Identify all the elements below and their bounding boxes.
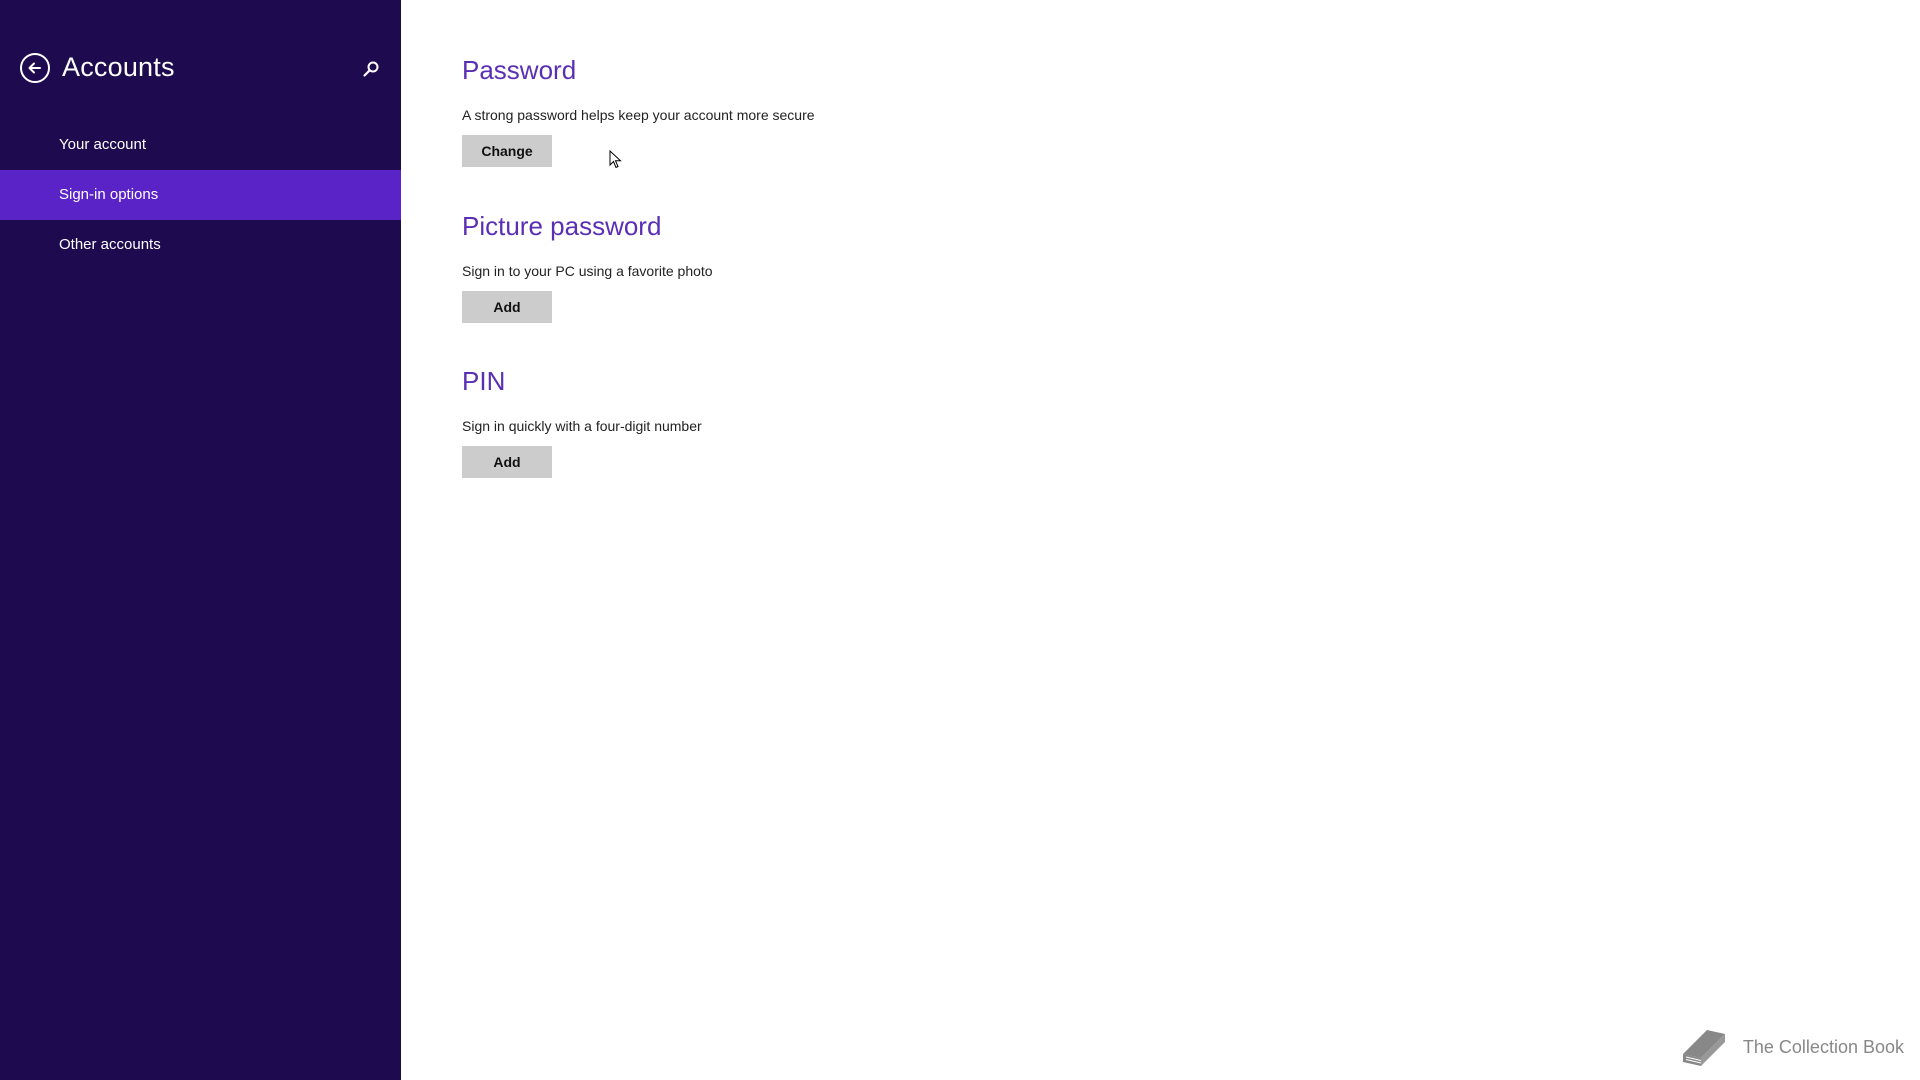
password-heading: Password bbox=[462, 55, 577, 85]
watermark bbox=[1677, 1024, 1904, 1070]
main-content bbox=[401, 0, 1920, 1080]
back-arrow-icon[interactable] bbox=[20, 53, 50, 83]
add-picture-password-button[interactable]: Add bbox=[462, 291, 552, 323]
pin-section bbox=[462, 363, 702, 478]
pin-heading: PIN bbox=[462, 366, 506, 396]
mouse-cursor-icon bbox=[609, 150, 623, 170]
sidebar bbox=[0, 0, 401, 1080]
book-icon bbox=[1677, 1024, 1731, 1070]
password-description: A strong password helps keep your account more secure bbox=[462, 107, 815, 123]
picture-password-heading: Picture password bbox=[462, 211, 662, 241]
search-icon[interactable] bbox=[362, 60, 380, 78]
change-password-button[interactable]: Change bbox=[462, 135, 552, 167]
sidebar-nav bbox=[0, 120, 401, 270]
pin-description: Sign in quickly with a four-digit number bbox=[462, 418, 702, 434]
sidebar-header bbox=[20, 52, 175, 83]
watermark-text: The Collection Book bbox=[1742, 1036, 1904, 1057]
add-pin-button[interactable]: Add bbox=[462, 446, 552, 478]
picture-password-section bbox=[462, 208, 713, 323]
sidebar-item-other-accounts[interactable]: Other accounts bbox=[59, 236, 161, 253]
picture-password-description: Sign in to your PC using a favorite photo bbox=[462, 263, 713, 279]
password-section bbox=[462, 52, 815, 167]
sidebar-item-sign-in-options[interactable]: Sign-in options bbox=[0, 170, 401, 220]
sidebar-item-your-account[interactable]: Your account bbox=[59, 136, 147, 153]
page-title: Accounts bbox=[62, 52, 175, 82]
